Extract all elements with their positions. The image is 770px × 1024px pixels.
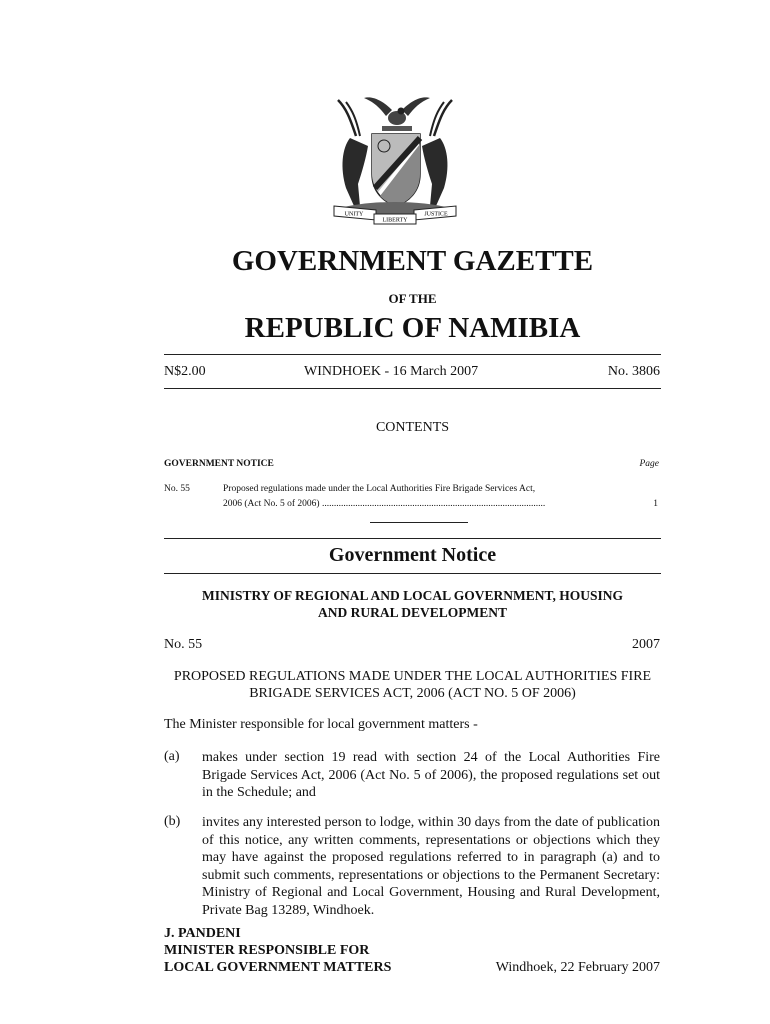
ribbon-right-text: JUSTICE [424, 211, 448, 218]
intro-text: The Minister responsible for local government matters - [164, 717, 478, 732]
notice-heading: Government Notice [328, 544, 497, 566]
contents-section: GOVERNMENT NOTICE [164, 459, 274, 469]
item-b-label: (b) [164, 814, 181, 829]
divider [164, 388, 661, 389]
ministry-line-2: AND RURAL DEVELOPMENT [317, 605, 507, 620]
signatory-title-2: LOCAL GOVERNMENT MATTERS [164, 960, 392, 975]
price: N$2.00 [164, 364, 206, 379]
contents-item-title: Proposed regulations made under the Local Authorities Fire Brigade Services Act, [223, 484, 536, 494]
item-b-text: invites any interested person to lodge, within 30 days from the date of publication of this notice, any written comments, representations or objections which they may have against the proposed regulations referred to in paragraph (a) and to submit such comments, representations or objections to the Permanent Secretary: Ministry of Regional and Local Government, Housing and Rural Development, Private Bag 13289, Windhoek. [202, 815, 661, 918]
item-a-text: makes under section 19 read with section 24 of the Local Authorities Fire Brigade Services Act, 2006 (Act No. 5 of 2006), the proposed regulations set out in the Schedule; and [202, 750, 660, 800]
regulation-title-2: BRIGADE SERVICES ACT, 2006 (ACT NO. 5 OF 2006) [249, 686, 576, 701]
coat-of-arms [320, 88, 470, 228]
notice-number: No. 55 [164, 637, 203, 652]
contents-heading: CONTENTS [375, 420, 450, 435]
page-label: Page [639, 459, 659, 469]
signing-date: Windhoek, 22 February 2007 [495, 960, 660, 975]
regulation-title-1: PROPOSED REGULATIONS MADE UNDER THE LOCAL AUTHORITIES FIRE [173, 669, 652, 684]
of-the-label: OF THE [388, 291, 437, 306]
signatory-title-1: MINISTER RESPONSIBLE FOR [164, 943, 370, 958]
item-a-label: (a) [164, 749, 180, 764]
short-divider [370, 522, 468, 523]
coat-of-arms-icon [320, 88, 470, 228]
divider [164, 354, 661, 355]
notice-year: 2007 [632, 637, 660, 652]
divider [164, 573, 661, 574]
divider [164, 538, 661, 539]
contents-item-number: No. 55 [164, 484, 190, 494]
place-date: WINDHOEK - 16 March 2007 [304, 364, 479, 379]
ribbon-center-text: LIBERTY [382, 217, 408, 224]
ministry-line-1: MINISTRY OF REGIONAL AND LOCAL GOVERNMENT, HOUSING [202, 588, 623, 603]
republic-title: REPUBLIC OF NAMIBIA [244, 312, 581, 344]
contents-item-page: 1 [653, 499, 658, 509]
contents-item-title-cont: 2006 (Act No. 5 of 2006) .............................................................................................. [223, 499, 546, 509]
gazette-title: GOVERNMENT GAZETTE [231, 245, 594, 277]
ribbon-left-text: UNITY [344, 211, 364, 218]
signatory-name: J. PANDENI [164, 926, 241, 941]
gazette-number: No. 3806 [607, 364, 660, 379]
